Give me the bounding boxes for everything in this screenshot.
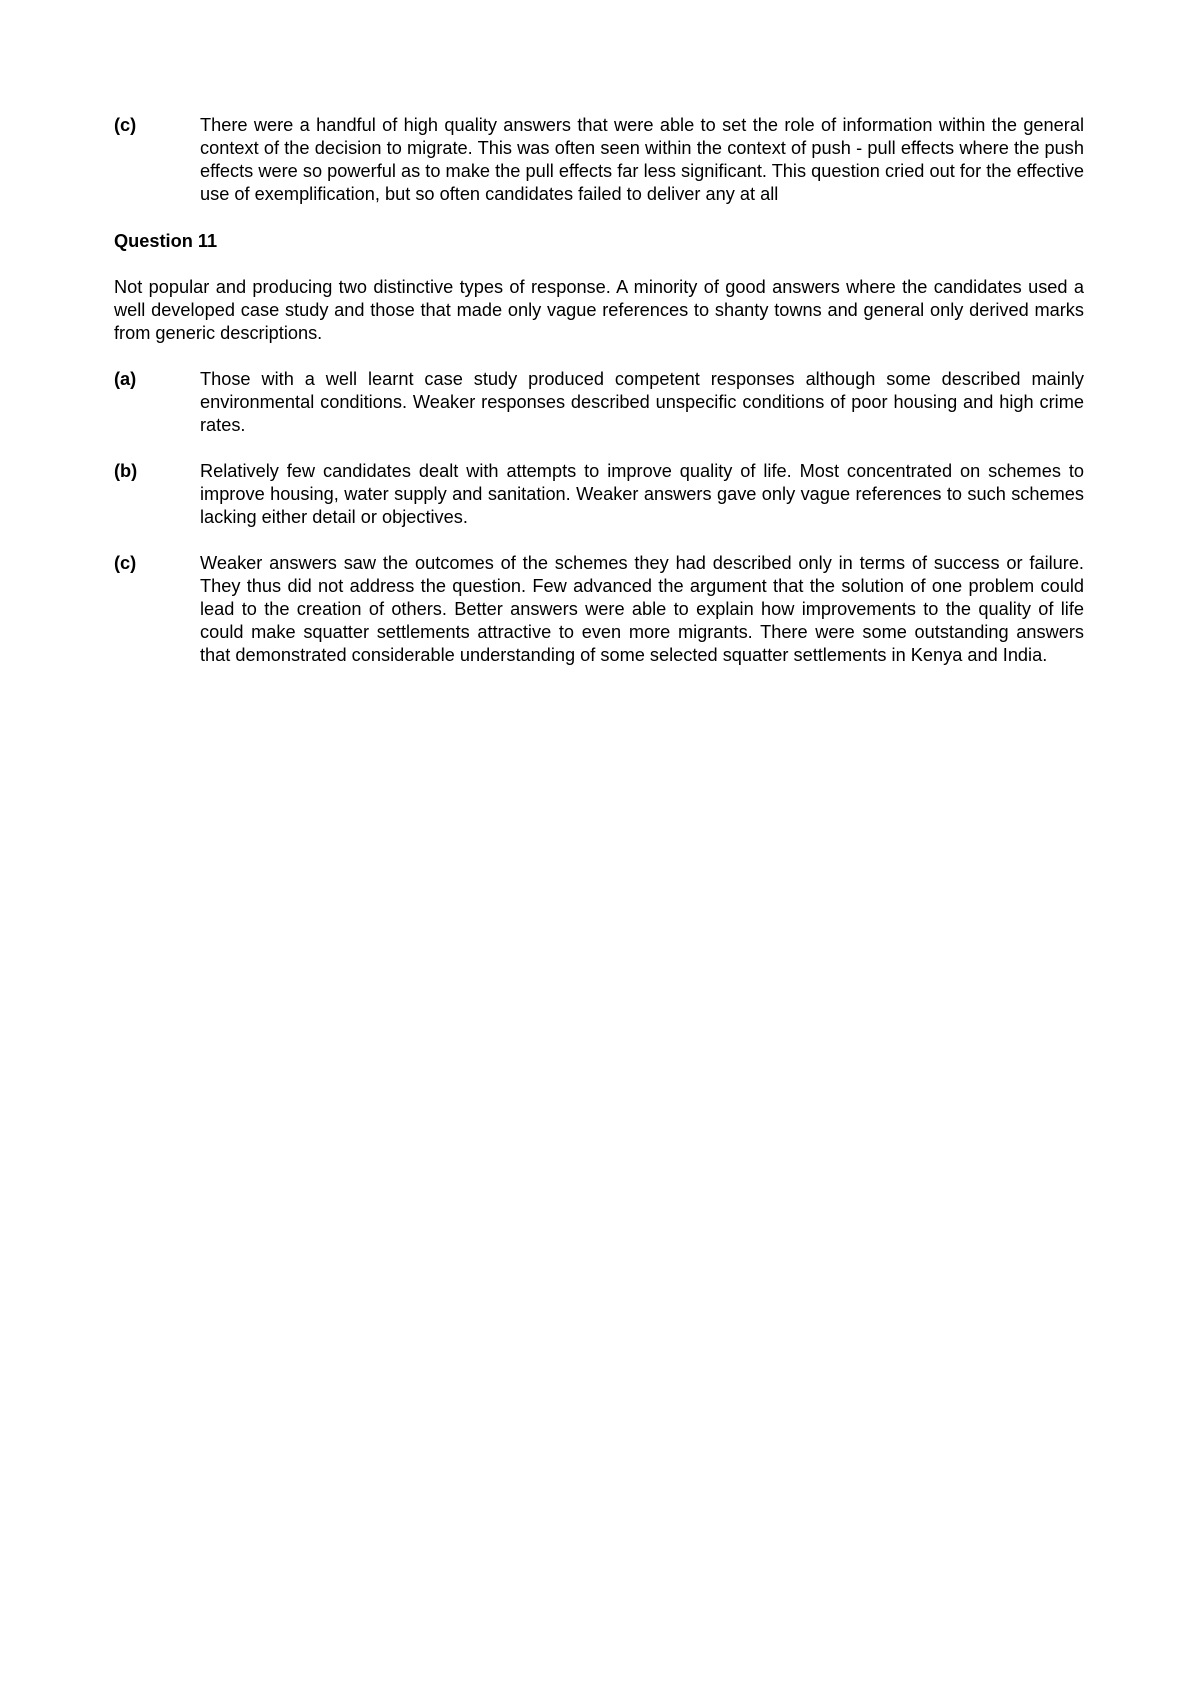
part-text: Those with a well learnt case study produced competent responses although some described mainly environmental conditions. Weaker responses described unspecific conditions of poor housing and high crime rates. <box>200 369 1084 435</box>
part-text: There were a handful of high quality answers that were able to set the role of information within the general context of the decision to migrate. This was often seen within the context of push - pull effects where the push effects were so powerful as to make the pull effects far less significant. This question cried out for the effective use of exemplification, but so often candidates failed to deliver any at all <box>200 115 1084 204</box>
part-text: Relatively few candidates dealt with attempts to improve quality of life. Most concentrated on schemes to improve housing, water supply and sanitation. Weaker answers gave only vague references to such schemes lacking either detail or objectives. <box>200 461 1084 527</box>
part-label: (a) <box>114 369 137 389</box>
part-b <box>114 460 1084 529</box>
part-label: (c) <box>114 115 137 135</box>
part-label: (c) <box>114 553 137 573</box>
part-c <box>114 552 1084 667</box>
part-a <box>114 368 1084 437</box>
document-page <box>114 114 1084 667</box>
question-intro: Not popular and producing two distinctive types of response. A minority of good answers where the candidates used a well developed case study and those that made only vague references to shanty towns and general only derived marks from generic descriptions. <box>114 277 1084 343</box>
part-c-previous <box>114 114 1084 206</box>
question-heading: Question 11 <box>114 231 218 251</box>
part-text: Weaker answers saw the outcomes of the schemes they had described only in terms of success or failure. They thus did not address the question. Few advanced the argument that the solution of one problem could lead to the creation of others. Better answers were able to explain how improvements to the quality of life could make squatter settlements attractive to even more migrants. There were some outstanding answers that demonstrated considerable understanding of some selected squatter settlements in Kenya and India. <box>200 553 1084 665</box>
part-label: (b) <box>114 461 138 481</box>
